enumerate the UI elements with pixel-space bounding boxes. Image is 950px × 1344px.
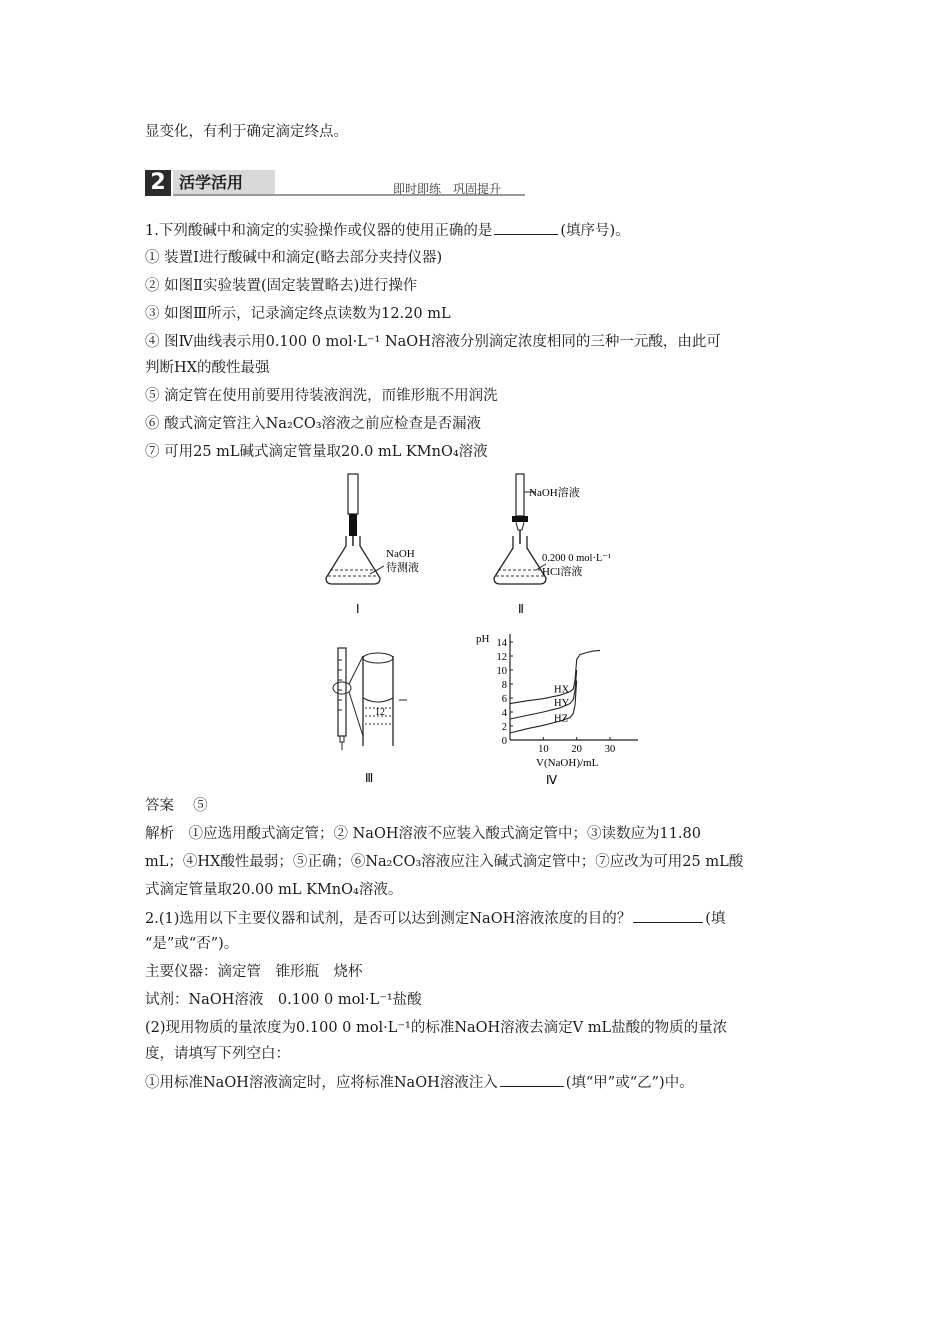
q2-part-2-continued: 度，请填写下列空白： <box>145 1046 290 1062</box>
q1-option-continued: 判断HX的酸性最强 <box>145 360 270 376</box>
answer-blank <box>633 908 703 923</box>
analysis-line-2: mL；④HX酸性最弱；⑤正确；⑥Na₂CO₃溶液应注入碱式滴定管中；⑦应改为可用25 mL酸 <box>145 854 744 870</box>
question-1-stem <box>145 220 630 241</box>
fig3-reading-label: 12 <box>375 707 385 718</box>
y-tick-label: 0 <box>501 736 507 747</box>
y-tick-label: 12 <box>496 652 507 663</box>
y-tick-label: 14 <box>496 638 507 649</box>
fig1-caption: Ⅰ <box>356 602 360 616</box>
q2-sub1-tail: (填“甲”或“乙”)中。 <box>565 1075 694 1091</box>
x-axis-label: V(NaOH)/mL <box>536 757 599 769</box>
y-tick-label: 4 <box>501 708 507 719</box>
q1-option: ⑥ 酸式滴定管注入Na₂CO₃溶液之前应检查是否漏液 <box>145 416 482 432</box>
analysis-line-3: 式滴定管量取20.00 mL KMnO₄溶液。 <box>145 882 403 898</box>
answer-value: ⑤ <box>193 798 208 814</box>
q1-stem-text: 1.下列酸碱中和滴定的实验操作或仪器的使用正确的是 <box>145 223 493 239</box>
q2-sub1-text: ①用标准NaOH溶液滴定时，应将标准NaOH溶液注入 <box>145 1075 498 1091</box>
analysis-text: ①应选用酸式滴定管；② NaOH溶液不应装入酸式滴定管中；③读数应为11.80 <box>188 826 701 842</box>
q1-option: ⑦ 可用25 mL碱式滴定管量取20.0 mL KMnO₄溶液 <box>145 444 488 460</box>
q1-option: ② 如图Ⅱ实验装置(固定装置略去)进行操作 <box>145 278 418 294</box>
section-number: 2 <box>145 170 171 196</box>
q2-stem: 2.(1)选用以下主要仪器和试剂，是否可以达到测定NaOH溶液浓度的目的？ <box>145 911 632 927</box>
fig2-conc-label: 0.200 0 mol·L⁻¹ <box>542 553 612 564</box>
y-tick-label: 2 <box>501 722 507 733</box>
figure-1-titration-setup <box>318 470 438 620</box>
series-label: HZ <box>554 713 568 725</box>
fig3-caption: Ⅲ <box>365 771 374 785</box>
q1-option: ⑤ 滴定管在使用前要用待装液润洗，而锥形瓶不用润洗 <box>145 388 498 404</box>
section-title: 活学活用 <box>173 170 275 196</box>
q1-option: ④ 图Ⅳ曲线表示用0.100 0 mol·L⁻¹ NaOH溶液分别滴定浓度相同的三种一元酸，由此可 <box>145 334 721 350</box>
q2-instruments: 主要仪器：滴定管 锥形瓶 烧杯 <box>145 964 363 980</box>
fig2-caption: Ⅱ <box>518 602 524 616</box>
fig1-naoh-label: NaOH <box>386 548 415 560</box>
intro-text: 显变化，有利于确定滴定终点。 <box>145 124 348 140</box>
q1-stem-tail: (填序号)。 <box>560 223 630 239</box>
x-tick-label: 30 <box>604 744 616 755</box>
fig1-sample-label: 待测液 <box>386 562 419 574</box>
q1-option: ① 装置Ⅰ进行酸碱中和滴定(略去部分夹持仪器) <box>145 250 443 266</box>
series-label: HX <box>554 684 570 696</box>
fig4-caption: Ⅳ <box>546 773 558 787</box>
x-tick-label: 10 <box>538 744 549 755</box>
y-tick-label: 10 <box>496 666 507 677</box>
q2-subquestion-1 <box>145 1072 694 1093</box>
q2-reagents: 试剂：NaOH溶液 0.100 0 mol·L⁻¹盐酸 <box>145 992 422 1008</box>
section-header <box>145 170 525 198</box>
analysis-line-1 <box>145 824 701 844</box>
figure-3-burette-reading <box>325 640 430 790</box>
analysis-label: 解析 <box>145 826 174 842</box>
y-tick-label: 6 <box>501 694 507 705</box>
answer-blank <box>500 1072 564 1087</box>
question-2-line-1 <box>145 908 725 929</box>
answer-label: 答案 <box>145 798 174 814</box>
fig2-hcl-label: HCl溶液 <box>542 566 583 578</box>
y-axis-label: pH <box>476 633 490 645</box>
q2-line: “是”或“否”)。 <box>145 936 239 952</box>
fig2-naoh-label: NaOH溶液 <box>529 487 580 499</box>
answer-blank <box>494 220 558 235</box>
figure-2-titration-setup <box>482 470 652 620</box>
figure-4-titration-curves-chart <box>470 626 650 796</box>
x-tick-label: 20 <box>571 744 582 755</box>
series-label: HY <box>554 698 570 709</box>
y-tick-label: 8 <box>501 680 507 691</box>
q2-stem-tail: (填 <box>705 911 726 927</box>
answer-line <box>145 796 208 816</box>
section-subtitle: 即时即练 巩固提升 <box>393 182 502 196</box>
q1-option: ③ 如图Ⅲ所示，记录滴定终点读数为12.20 mL <box>145 306 451 322</box>
chart-series <box>510 650 600 733</box>
q2-part-2: (2)现用物质的量浓度为0.100 0 mol·L⁻¹的标准NaOH溶液去滴定V mL盐酸的物质的量浓 <box>145 1020 728 1036</box>
